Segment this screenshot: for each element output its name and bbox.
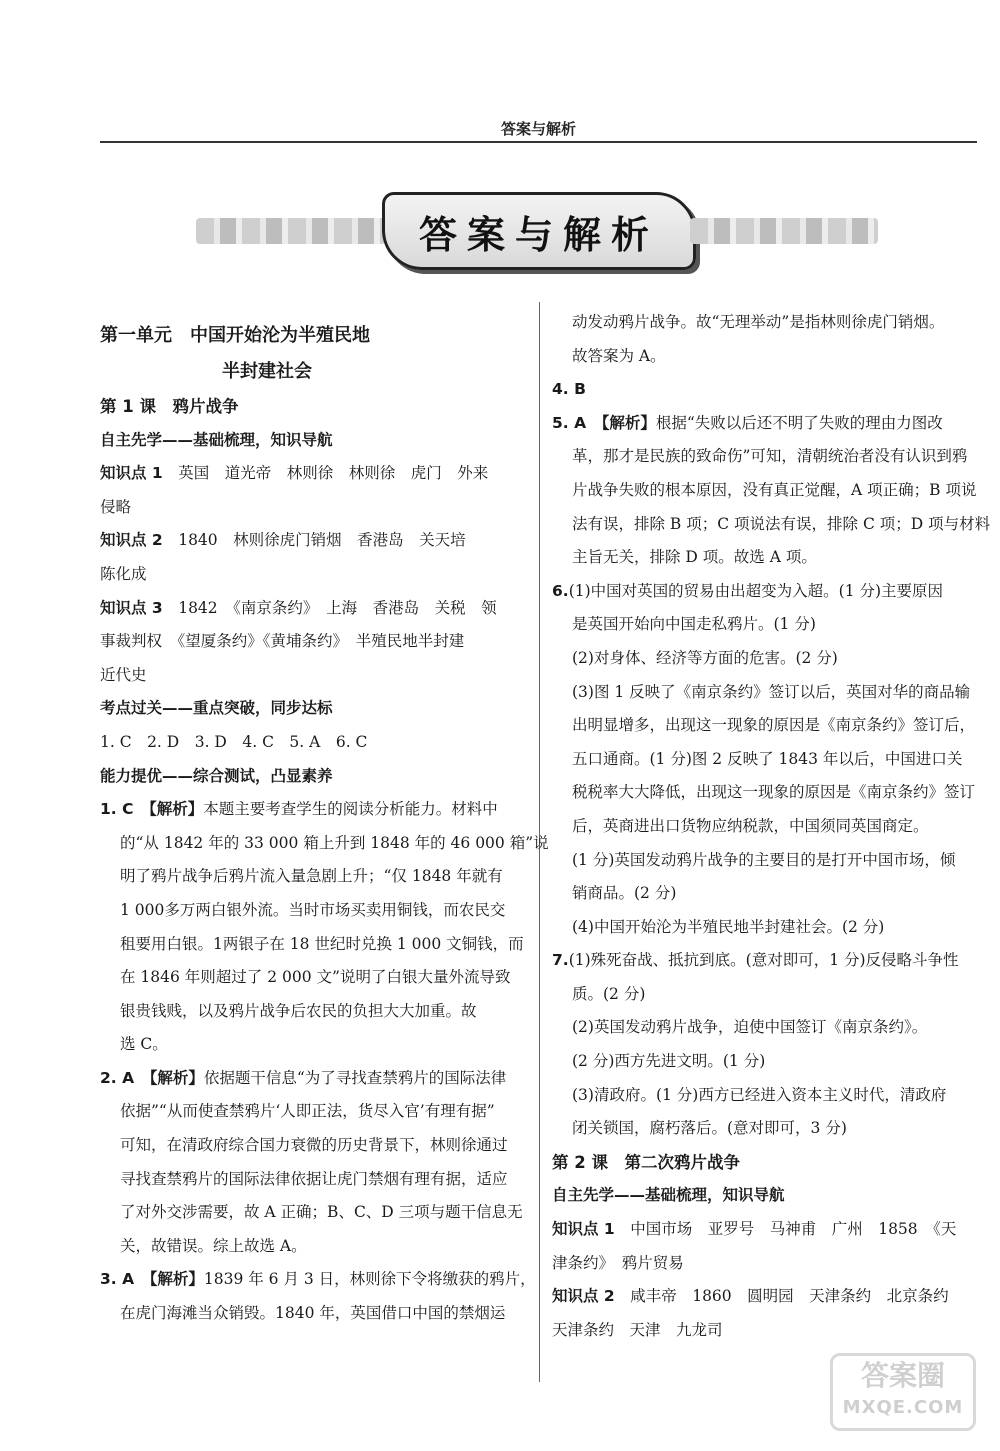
question-text: 本题主要考查学生的阅读分析能力。材料中 xyxy=(203,800,498,819)
knowledge-point-label: 知识点 1 xyxy=(552,1220,615,1239)
text-line: 选 C。 xyxy=(120,1035,168,1054)
text-line: (4)中国开始沦为半殖民地半封建社会。(2 分) xyxy=(572,917,885,936)
text-line: (3)清政府。(1 分)西方已经进入资本主义时代，清政府 xyxy=(572,1085,947,1104)
text-line: 片战争失败的根本原因，没有真正觉醒，A 项正确；B 项说 xyxy=(572,480,977,499)
knowledge-point-label: 知识点 2 xyxy=(100,531,163,550)
question-item xyxy=(552,407,976,441)
question-text: 依据题干信息“为了寻找查禁鸦片的国际法律 xyxy=(203,1068,507,1087)
lesson-title: 第 1 课 鸦片战争 xyxy=(100,397,239,416)
knowledge-point xyxy=(100,524,528,558)
question-item xyxy=(100,1263,536,1297)
text-line: 明了鸦片战争后鸦片流入量急剧上升；“仅 1848 年就有 xyxy=(120,867,503,886)
knowledge-point-text: 中国市场 亚罗号 马神甫 广州 1858 《天 xyxy=(630,1220,957,1239)
text-line: 闭关锁国，腐朽落后。(意对即可，3 分) xyxy=(572,1119,847,1138)
lesson-title: 第 2 课 第二次鸦片战争 xyxy=(552,1152,740,1172)
analysis-tag: 【解析】 xyxy=(601,413,656,432)
text-line: 主旨无关，排除 D 项。故选 A 项。 xyxy=(572,548,817,567)
text-line: 租要用白银。1两银子在 18 世纪时兑换 1 000 文铜钱，而 xyxy=(120,934,524,953)
question-text: 1839 年 6 月 3 日，林则徐下令将缴获的鸦片， xyxy=(203,1270,536,1289)
watermark-logo xyxy=(830,1353,976,1431)
analysis-tag: 【解析】 xyxy=(148,800,204,819)
banner-decoration-right xyxy=(690,218,878,244)
text-line: 是英国开始向中国走私鸦片。(1 分) xyxy=(572,615,816,634)
knowledge-point xyxy=(552,1213,976,1247)
answer-list: 1. C 2. D 3. D 4. C 5. A 6. C xyxy=(100,732,368,751)
text-line: (1 分)英国发动鸦片战争的主要目的是打开中国市场，倾 xyxy=(572,850,956,869)
question-number: 2. A xyxy=(100,1068,135,1087)
knowledge-point xyxy=(100,592,528,626)
text-line: 质。(2 分) xyxy=(572,984,646,1003)
text-line: 革，那才是民族的致命伤”可知，清朝统治者没有认识到鸦 xyxy=(572,447,968,466)
text-line: 天津条约 天津 九龙司 xyxy=(552,1320,723,1339)
text-line: 后，英商进出口货物应纳税款，中国须同英国商定。 xyxy=(572,816,929,835)
section-heading: 能力提优——综合测试，凸显素养 xyxy=(100,766,333,785)
question-number: 6. xyxy=(552,581,569,600)
text-line: 的“从 1842 年的 33 000 箱上升到 1848 年的 46 000 箱”说 xyxy=(120,833,549,852)
knowledge-point-label: 知识点 1 xyxy=(100,464,163,483)
text-line: 出明显增多，出现这一现象的原因是《南京条约》签订后， xyxy=(572,716,976,735)
title-banner xyxy=(382,192,696,270)
text-line: (2)英国发动鸦片战争，迫使中国签订《南京条约》。 xyxy=(572,1018,928,1037)
section-heading: 自主先学——基础梳理，知识导航 xyxy=(100,430,333,449)
unit-title: 第一单元 中国开始沦为半殖民地 xyxy=(100,325,370,346)
text-line: 税税率大大降低，出现这一现象的原因是《南京条约》签订 xyxy=(572,783,976,802)
text-line: 在 1846 年则超过了 2 000 文”说明了白银大量外流导致 xyxy=(120,968,511,987)
question-text: 根据“失败以后还不明了失败的理由力图改 xyxy=(655,413,943,432)
text-line: 1 000多万两白银外流。当时市场买卖用铜钱，而农民交 xyxy=(120,900,506,919)
watermark-bottom: MXQE.COM xyxy=(842,1397,964,1418)
text-line: 可知，在清政府综合国力衰微的历史背景下，林则徐通过 xyxy=(120,1136,508,1155)
text-line: 销商品。(2 分) xyxy=(572,884,677,903)
knowledge-point xyxy=(100,457,528,491)
text-line: 在虎门海滩当众销毁。1840 年，英国借口中国的禁烟运 xyxy=(120,1304,506,1323)
text-line: 津条约》 鸦片贸易 xyxy=(552,1253,684,1272)
knowledge-point-label: 知识点 3 xyxy=(100,598,163,617)
question-number: 1. C xyxy=(100,800,134,819)
knowledge-point-text: 1840 林则徐虎门销烟 香港岛 关天培 xyxy=(178,531,466,550)
question-item xyxy=(100,793,528,827)
question-number: 7. xyxy=(552,951,569,970)
text-line: 近代史 xyxy=(100,665,147,684)
text-line: 银贵钱贱，以及鸦片战争后农民的负担大大加重。故 xyxy=(120,1001,477,1020)
knowledge-point xyxy=(552,1280,976,1314)
text-line: 侵略 xyxy=(100,497,132,516)
analysis-tag: 【解析】 xyxy=(149,1068,204,1087)
text-line: 寻找查禁鸦片的国际法律依据让虎门禁烟有理有据，适应 xyxy=(120,1169,508,1188)
question-text: (1)殊死奋战、抵抗到底。(意对即可，1 分)反侵略斗争性 xyxy=(568,951,959,970)
text-line: 法有误，排除 B 项；C 项说法有误，排除 C 项；D 项与材料 xyxy=(572,514,991,533)
section-heading: 自主先学——基础梳理，知识导航 xyxy=(552,1186,785,1205)
text-line: (2 分)西方先进文明。(1 分) xyxy=(572,1052,766,1071)
banner-title: 答案与解析 xyxy=(418,212,659,257)
text-line: (2)对身体、经济等方面的危害。(2 分) xyxy=(572,648,838,667)
running-header: 答案与解析 xyxy=(500,120,576,138)
knowledge-point-text: 咸丰帝 1860 圆明园 天津条约 北京条约 xyxy=(630,1287,949,1306)
text-line: 陈化成 xyxy=(100,564,147,583)
header-rule xyxy=(100,141,977,143)
question-text: (1)中国对英国的贸易由出超变为入超。(1 分)主要原因 xyxy=(568,581,944,600)
unit-title-continued: 半封建社会 xyxy=(222,361,312,382)
text-line: 动发动鸦片战争。故“无理举动”是指林则徐虎门销烟。 xyxy=(572,313,945,331)
question-item xyxy=(552,575,976,609)
text-line: 了对外交涉需要，故 A 正确；B、C、D 三项与题干信息无 xyxy=(120,1203,523,1222)
section-heading: 考点过关——重点突破，同步达标 xyxy=(100,699,333,718)
text-line: 依据”“从而使查禁鸦片‘人即正法，货尽入官’有理有据” xyxy=(120,1102,495,1121)
knowledge-point-text: 1842 《南京条约》 上海 香港岛 关税 领 xyxy=(178,598,497,617)
text-line: 事裁判权 《望厦条约》《黄埔条约》 半殖民地半封建 xyxy=(100,632,465,651)
question-item xyxy=(100,1062,528,1096)
question-number: 5. A xyxy=(552,413,587,432)
right-column xyxy=(552,306,991,1347)
knowledge-point-label: 知识点 2 xyxy=(552,1287,615,1306)
text-line: 故答案为 A。 xyxy=(572,346,666,365)
question-item xyxy=(552,944,976,978)
text-line: 关，故错误。综上故选 A。 xyxy=(120,1236,307,1255)
knowledge-point-text: 英国 道光帝 林则徐 林则徐 虎门 外来 xyxy=(178,464,489,483)
answer-line: 4. B xyxy=(552,380,586,399)
banner-decoration-left xyxy=(196,218,386,244)
question-number: 3. A xyxy=(100,1270,135,1289)
left-column xyxy=(100,318,549,1331)
text-line: (3)图 1 反映了《南京条约》签订以后，英国对华的商品输 xyxy=(572,682,971,701)
text-line: 五口通商。(1 分)图 2 反映了 1843 年以后，中国进口关 xyxy=(572,749,963,768)
analysis-tag: 【解析】 xyxy=(149,1270,204,1289)
watermark-top: 答案圈 xyxy=(860,1359,945,1392)
